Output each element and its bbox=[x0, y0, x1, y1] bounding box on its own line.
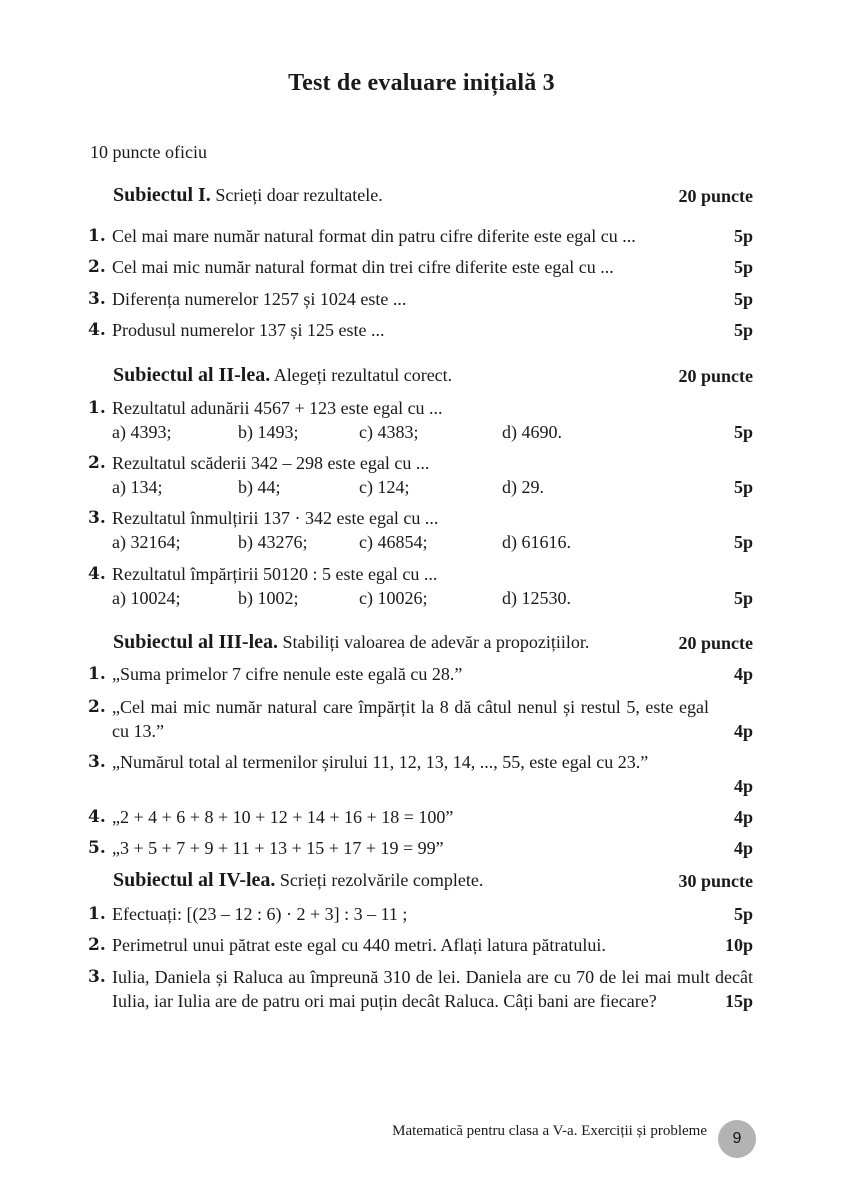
option-c: c) 4383; bbox=[359, 422, 419, 442]
s3-item-3 bbox=[88, 750, 753, 798]
section-1-instruction: Scrieți doar rezultatele. bbox=[215, 185, 383, 205]
section-4-points: 30 puncte bbox=[678, 871, 753, 891]
item-text: „2 + 4 + 6 + 8 + 10 + 12 + 14 + 16 + 18 = 100” bbox=[112, 807, 454, 827]
s2-item-2 bbox=[88, 451, 753, 499]
item-points: 4p bbox=[733, 721, 753, 741]
option-b: b) 1493; bbox=[238, 422, 299, 442]
item-text: Perimetrul unui pătrat este egal cu 440 metri. Aflați latura pătratului. bbox=[112, 935, 606, 955]
option-b: b) 1002; bbox=[238, 588, 299, 608]
item-text: Produsul numerelor 137 și 125 este ... bbox=[112, 320, 385, 340]
section-2-points: 20 puncte bbox=[678, 366, 753, 386]
item-number: 1. bbox=[88, 904, 106, 924]
s2-item-1 bbox=[88, 396, 753, 444]
item-points: 5p bbox=[733, 257, 753, 277]
s3-item-1 bbox=[88, 662, 753, 686]
item-points: 4p bbox=[733, 776, 753, 796]
page-title: Test de evaluare inițială 3 bbox=[288, 70, 555, 96]
item-text: „3 + 5 + 7 + 9 + 11 + 13 + 15 + 17 + 19 = 99” bbox=[112, 838, 444, 858]
s3-item-5 bbox=[88, 836, 753, 860]
item-points: 5p bbox=[733, 532, 753, 552]
item-text: Rezultatul înmulțirii 137 · 342 este egal cu ... bbox=[112, 508, 439, 528]
section-1-name: Subiectul I. bbox=[113, 184, 211, 206]
item-points: 5p bbox=[733, 320, 753, 340]
item-points: 4p bbox=[733, 838, 753, 858]
option-a: a) 134; bbox=[112, 477, 163, 497]
item-number: 3. bbox=[88, 752, 106, 772]
item-number: 3. bbox=[88, 289, 106, 309]
item-number: 1. bbox=[88, 398, 106, 418]
section-2-name: Subiectul al II-lea. bbox=[113, 364, 271, 386]
item-points: 5p bbox=[733, 422, 753, 442]
item-points: 5p bbox=[733, 289, 753, 309]
item-points: 4p bbox=[733, 807, 753, 827]
answer-options bbox=[112, 475, 753, 499]
item-text: Rezultatul scăderii 342 – 298 este egal cu ... bbox=[112, 453, 430, 473]
item-number: 3. bbox=[88, 967, 106, 987]
item-text: „Numărul total al termenilor șirului 11, 12, 13, 14, ..., 55, este egal cu 23.” bbox=[112, 752, 649, 772]
option-a: a) 32164; bbox=[112, 532, 181, 552]
item-number: 4. bbox=[88, 320, 106, 340]
s1-item-3 bbox=[88, 287, 753, 311]
item-points: 10p bbox=[724, 935, 753, 955]
page-footer bbox=[0, 1120, 843, 1152]
section-4-instruction: Scrieți rezolvările complete. bbox=[279, 870, 484, 890]
s2-item-4 bbox=[88, 562, 753, 610]
item-points: 5p bbox=[733, 588, 753, 608]
item-number: 2. bbox=[88, 257, 106, 277]
item-text: Rezultatul adunării 4567 + 123 este egal cu ... bbox=[112, 398, 443, 418]
item-number: 4. bbox=[88, 807, 106, 827]
item-text: „Suma primelor 7 cifre nenule este egală cu 28.” bbox=[112, 664, 463, 684]
item-number: 1. bbox=[88, 664, 106, 684]
item-number: 4. bbox=[88, 564, 106, 584]
item-number: 3. bbox=[88, 508, 106, 528]
option-d: d) 4690. bbox=[502, 422, 562, 442]
s1-item-2 bbox=[88, 255, 753, 279]
s2-item-3 bbox=[88, 506, 753, 554]
item-points: 5p bbox=[733, 477, 753, 497]
option-d: d) 12530. bbox=[502, 588, 571, 608]
section-4-name: Subiectul al IV-lea. bbox=[113, 869, 276, 891]
s1-item-4 bbox=[88, 318, 753, 342]
item-text: Rezultatul împărțirii 50120 : 5 este egal cu ... bbox=[112, 564, 438, 584]
section-3-instruction: Stabiliți valoarea de adevăr a propozițiilor. bbox=[282, 632, 590, 652]
section-1-header bbox=[113, 184, 753, 210]
item-points: 15p bbox=[724, 991, 753, 1011]
s4-item-3 bbox=[88, 965, 753, 1013]
option-a: a) 10024; bbox=[112, 588, 181, 608]
section-4-header bbox=[113, 869, 753, 895]
item-number: 1. bbox=[88, 226, 106, 246]
item-number: 2. bbox=[88, 935, 106, 955]
s1-item-1 bbox=[88, 224, 753, 248]
option-d: d) 29. bbox=[502, 477, 544, 497]
item-points: 5p bbox=[733, 904, 753, 924]
item-text: „Cel mai mic număr natural care împărțit la 8 dă câtul nenul și restul 5, este egal cu 13.” bbox=[112, 697, 709, 741]
footer-book-title: Matematică pentru clasa a V-a. Exerciții și probleme bbox=[392, 1123, 707, 1139]
section-3-points: 20 puncte bbox=[678, 633, 753, 653]
section-2-header bbox=[113, 364, 753, 390]
option-c: c) 46854; bbox=[359, 532, 428, 552]
item-text: Cel mai mare număr natural format din patru cifre diferite este egal cu ... bbox=[112, 226, 636, 246]
option-b: b) 43276; bbox=[238, 532, 308, 552]
option-c: c) 10026; bbox=[359, 588, 428, 608]
item-text: Iulia, Daniela și Raluca au împreună 310 de lei. Daniela are cu 70 de lei mai mult decât Iulia, iar Iulia are de patru ori mai puțin decât Raluca. Câți bani are fiecare? bbox=[112, 967, 753, 1011]
answer-options bbox=[112, 530, 753, 554]
section-3-header bbox=[113, 631, 753, 657]
section-2-instruction: Alegeți rezultatul corect. bbox=[273, 365, 453, 385]
s4-item-1 bbox=[88, 902, 753, 926]
page-number-badge: 9 bbox=[718, 1120, 756, 1158]
s3-item-4 bbox=[88, 805, 753, 829]
oficiu-note: 10 puncte oficiu bbox=[90, 142, 207, 162]
section-1-points: 20 puncte bbox=[678, 186, 753, 206]
option-c: c) 124; bbox=[359, 477, 410, 497]
answer-options bbox=[112, 420, 753, 444]
section-3-name: Subiectul al III-lea. bbox=[113, 631, 279, 653]
item-text: Diferența numerelor 1257 și 1024 este ... bbox=[112, 289, 407, 309]
item-points: 4p bbox=[733, 664, 753, 684]
option-b: b) 44; bbox=[238, 477, 281, 497]
item-text: Efectuați: [(23 – 12 : 6) · 2 + 3] : 3 – 11 ; bbox=[112, 904, 408, 924]
item-text: Cel mai mic număr natural format din trei cifre diferite este egal cu ... bbox=[112, 257, 614, 277]
item-points: 5p bbox=[733, 226, 753, 246]
answer-options bbox=[112, 586, 753, 610]
item-number: 5. bbox=[88, 838, 106, 858]
option-a: a) 4393; bbox=[112, 422, 172, 442]
option-d: d) 61616. bbox=[502, 532, 571, 552]
s4-item-2 bbox=[88, 933, 753, 957]
item-number: 2. bbox=[88, 453, 106, 473]
s3-item-2 bbox=[88, 695, 753, 743]
item-number: 2. bbox=[88, 697, 106, 717]
